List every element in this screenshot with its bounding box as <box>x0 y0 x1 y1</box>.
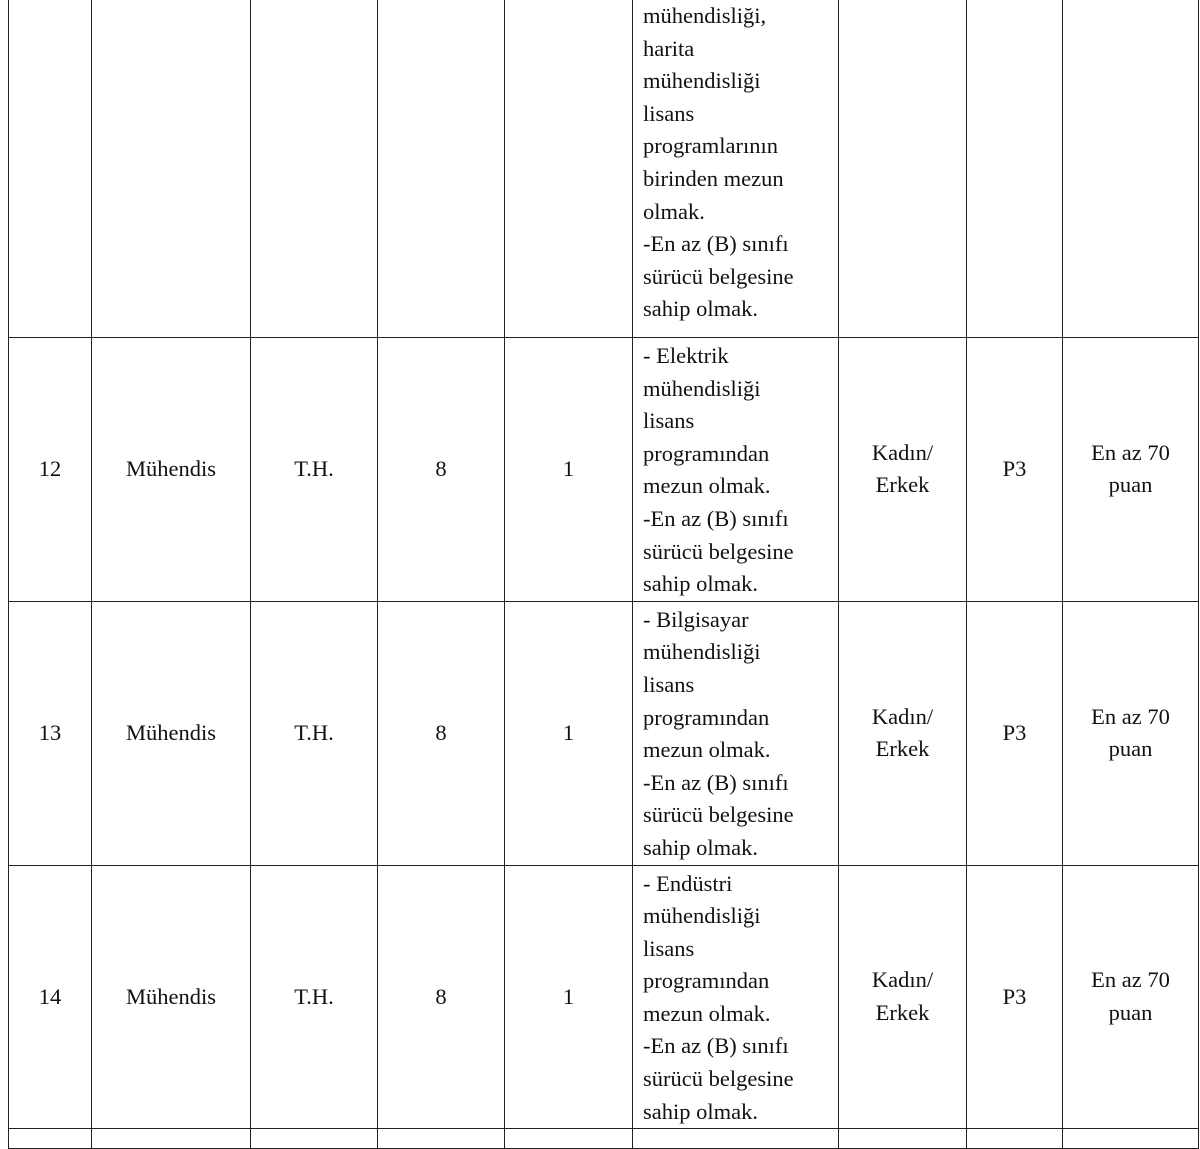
requirement-line: - Bilgisayar <box>643 606 749 632</box>
score-line: puan <box>1108 736 1153 762</box>
gender-line: Erkek <box>875 472 930 498</box>
cell-score <box>1063 338 1199 602</box>
cell-no: 13 <box>9 601 92 865</box>
cell-grade <box>378 0 505 338</box>
cell-education: T.H. <box>251 865 378 1129</box>
requirement-line: sahip olmak. <box>643 296 758 322</box>
cell-gender <box>839 601 967 865</box>
requirement-line: mezun olmak. <box>643 737 771 763</box>
requirement-line: sürücü belgesine <box>643 802 794 828</box>
cell-education <box>251 0 378 338</box>
table-row <box>9 601 1199 865</box>
cell-no: 12 <box>9 338 92 602</box>
requirement-line: lisans <box>643 100 695 126</box>
requirement-line: sahip olmak. <box>643 834 758 860</box>
requirement-line: birinden mezun <box>643 165 784 191</box>
cell-requirements <box>633 0 839 338</box>
cell-count: 1 <box>505 601 633 865</box>
cell-exam: P3 <box>967 865 1063 1129</box>
requirement-line: -En az (B) sınıfı <box>643 769 789 795</box>
requirement-line: sürücü belgesine <box>643 1066 794 1092</box>
cell-title: Mühendis <box>92 601 251 865</box>
requirement-line: mühendisliği <box>643 639 761 665</box>
gender-line: Erkek <box>875 736 930 762</box>
requirement-line: harita <box>643 35 695 61</box>
requirement-line: mühendisliği <box>643 68 761 94</box>
cell-count: 1 <box>505 865 633 1129</box>
score-line: En az 70 <box>1091 967 1170 993</box>
requirement-line: sahip olmak. <box>643 1098 758 1124</box>
requirement-line: olmak. <box>643 198 705 224</box>
requirement-line: mühendisliği <box>643 903 761 929</box>
cell-count: 1 <box>505 338 633 602</box>
job-positions-table <box>8 0 1199 1149</box>
table-row <box>9 865 1199 1129</box>
gender-line: Kadın/ <box>871 967 934 993</box>
requirement-line: - Endüstri <box>643 870 733 896</box>
requirement-line: programından <box>643 704 770 730</box>
cell-no <box>9 0 92 338</box>
requirement-line: lisans <box>643 935 695 961</box>
cell-requirements <box>633 601 839 865</box>
score-line: puan <box>1108 999 1153 1025</box>
cell-requirements <box>633 865 839 1129</box>
requirement-line: - Elektrik <box>643 343 729 368</box>
cell-requirements <box>633 338 839 602</box>
requirement-line: sürücü belgesine <box>643 538 794 564</box>
cell-exam: P3 <box>967 338 1063 602</box>
cell-grade: 8 <box>378 601 505 865</box>
cell-education: T.H. <box>251 601 378 865</box>
cell-title: Mühendis <box>92 338 251 602</box>
gender-line: Erkek <box>875 999 930 1025</box>
cell-gender <box>839 338 967 602</box>
cell-title: Mühendis <box>92 865 251 1129</box>
cell-score <box>1063 0 1199 338</box>
requirement-line: lisans <box>643 671 695 697</box>
cell-exam: P3 <box>967 601 1063 865</box>
requirement-line: sürücü belgesine <box>643 263 794 289</box>
cell-score <box>1063 601 1199 865</box>
requirement-line: programlarının <box>643 133 778 159</box>
requirement-line: programından <box>643 968 770 994</box>
requirement-line: mezun olmak. <box>643 1000 771 1026</box>
cell-count <box>505 0 633 338</box>
requirement-line: -En az (B) sınıfı <box>643 1033 789 1059</box>
requirement-line: -En az (B) sınıfı <box>643 505 789 531</box>
cell-gender <box>839 0 967 338</box>
score-line: En az 70 <box>1091 439 1170 465</box>
requirement-line: mühendisliği, <box>643 3 767 28</box>
table-row <box>9 338 1199 602</box>
gender-line: Kadın/ <box>871 439 934 465</box>
requirement-line: lisans <box>643 408 695 434</box>
cell-title <box>92 0 251 338</box>
requirement-line: -En az (B) sınıfı <box>643 231 789 257</box>
score-line: puan <box>1108 472 1153 498</box>
cell-grade: 8 <box>378 865 505 1129</box>
requirement-line: mezun olmak. <box>643 473 771 499</box>
cell-education: T.H. <box>251 338 378 602</box>
requirement-line: sahip olmak. <box>643 571 758 597</box>
score-line: En az 70 <box>1091 703 1170 729</box>
cell-gender <box>839 865 967 1129</box>
table-row-next-partial <box>9 1129 1199 1149</box>
cell-exam <box>967 0 1063 338</box>
table-row-continuation <box>9 0 1199 338</box>
cell-grade: 8 <box>378 338 505 602</box>
requirement-line: programından <box>643 440 770 466</box>
cell-score <box>1063 865 1199 1129</box>
cell-no: 14 <box>9 865 92 1129</box>
gender-line: Kadın/ <box>871 703 934 729</box>
requirement-line: mühendisliği <box>643 375 761 401</box>
